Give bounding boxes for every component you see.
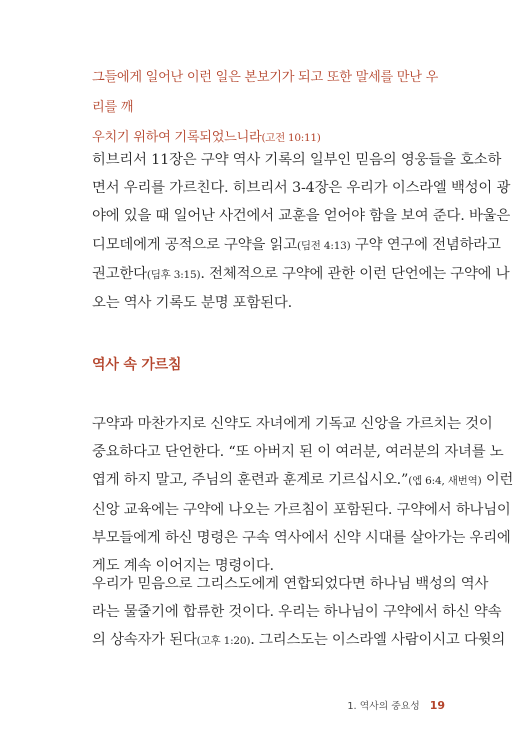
paragraph-line: 중요하다고 단언한다. “또 아버지 된 이 여러분, 여러분의 자녀를 노	[92, 444, 504, 461]
scripture-reference: (엡 6:4, 새번역)	[408, 475, 482, 488]
paragraph-line: 야에 있을 때 일어난 사건에서 교훈을 얻어야 함을 보여 준다. 바울은	[92, 208, 511, 225]
page-number: 19	[429, 699, 445, 712]
text-segment: 의 상속자가 된다	[92, 632, 197, 649]
paragraph-line: 히브리서 11장은 구약 역사 기록의 일부인 믿음의 영웅들을 호소하	[92, 152, 502, 168]
paragraph-line: 라는 물줄기에 합류한 것이다. 우리는 하나님이 구약에서 하신 약속	[92, 604, 502, 621]
paragraph-line: 구약과 마찬가지로 신약도 자녀에게 기독교 신앙을 가르치는 것이	[92, 416, 493, 432]
text-segment: 디모데에게 공적으로 구약을 읽고	[92, 236, 297, 253]
paragraph-line: 게도 계속 이어지는 명령이다.	[92, 558, 274, 575]
quote-line-2: 우치기 위하여 기록되었느니라	[92, 130, 262, 145]
paragraph-line: 우리가 믿음으로 그리스도에게 연합되었다면 하나님 백성의 역사	[92, 576, 489, 592]
text-segment: 권고한다	[92, 265, 147, 282]
paragraph-line: 신앙 교육에는 구약에 나오는 가르침이 포함된다. 구약에서 하나님이	[92, 501, 511, 518]
section-heading: 역사 속 가르침	[92, 357, 182, 373]
quote-line-1: 그들에게 일어난 이런 일은 본보기가 되고 또한 말세를 만난 우리를 깨	[92, 70, 439, 115]
paragraph-line	[92, 231, 501, 260]
text-segment: . 그리스도는 이스라엘 사람이시고 다윗의	[250, 632, 506, 649]
paragraph-line: 부모들에게 하신 명령은 구속 역사에서 신약 시대를 살아가는 우리에	[92, 529, 511, 546]
paragraph-3	[92, 570, 506, 656]
paragraph-line	[92, 466, 513, 495]
scripture-quote	[92, 63, 442, 153]
text-segment: 이런	[481, 472, 513, 489]
paragraph-line	[92, 260, 510, 289]
paragraph-1	[92, 146, 511, 317]
paragraph-2	[92, 410, 513, 580]
paragraph-line	[92, 626, 506, 655]
quote-reference: (고전 10:11)	[261, 132, 321, 144]
page-footer	[347, 698, 445, 712]
scripture-reference: (딤전 4:13)	[296, 239, 351, 252]
paragraph-line: 오는 역사 기록도 분명 포함된다.	[92, 295, 292, 312]
text-segment: . 전체적으로 구약에 관한 이런 단언에는 구약에 나	[200, 265, 510, 282]
scripture-reference: (딤후 3:15)	[146, 268, 201, 281]
chapter-title: 1. 역사의 중요성	[347, 701, 420, 712]
paragraph-line: 면서 우리를 가르친다. 히브리서 3-4장은 우리가 이스라엘 백성이 광	[92, 180, 511, 197]
scripture-reference: (고후 1:20)	[196, 635, 251, 648]
text-segment: 엽게 하지 말고, 주님의 훈련과 훈계로 기르십시오.”	[92, 472, 409, 489]
text-segment: 구약 연구에 전념하라고	[350, 236, 501, 253]
